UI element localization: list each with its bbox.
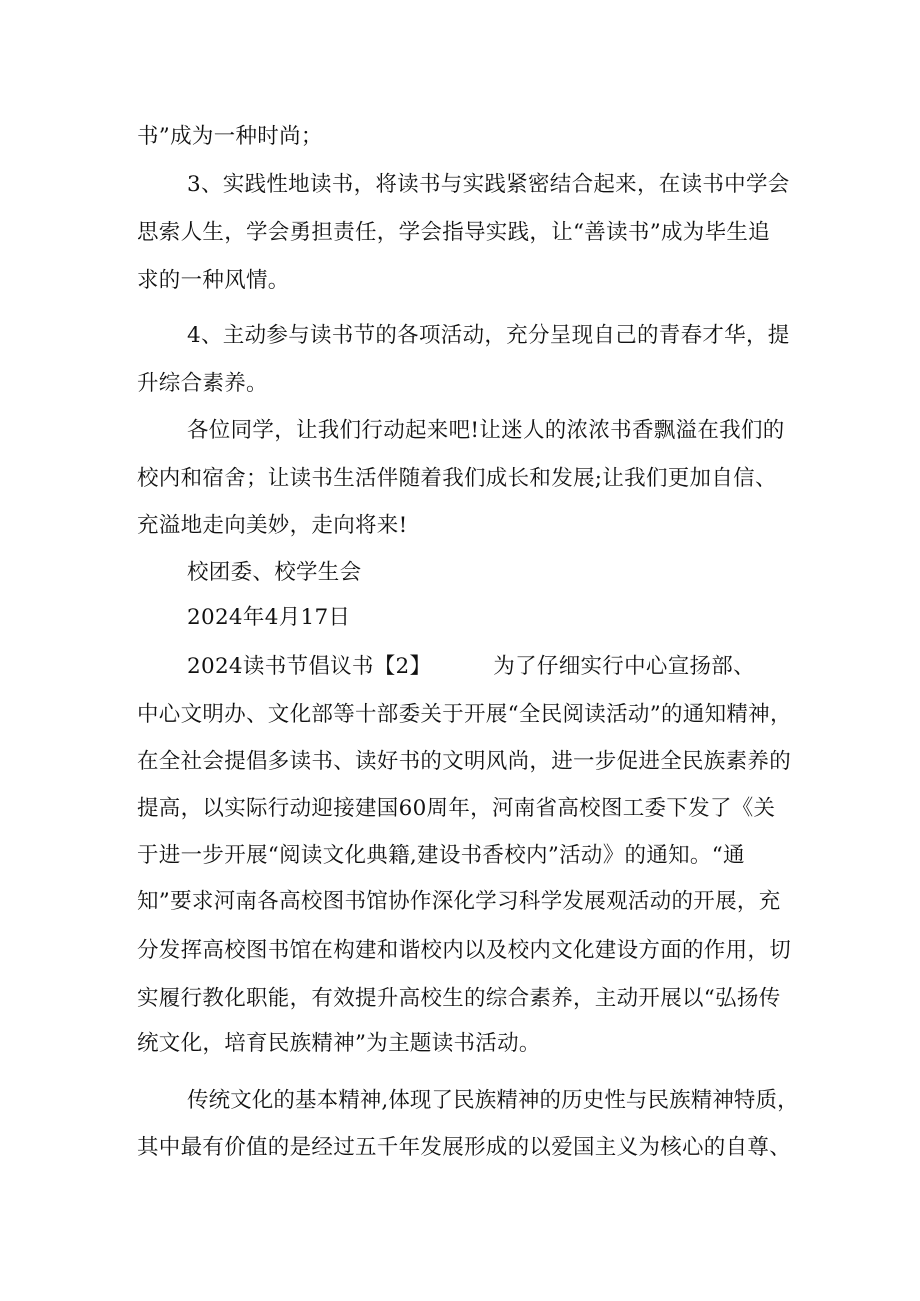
text-line: 分发挥高校图书馆在构建和谐校内以及校内文化建设方面的作用，切 (137, 938, 792, 963)
text-line: 传统文化的基本精神,体现了民族精神的历史性与民族精神特质， (187, 1088, 799, 1113)
text-line: 书”成为一种时尚； (137, 124, 323, 149)
text-line: 于进一步开展“阅读文化典籍,建设书香校内”活动》的通知。“通 (137, 843, 745, 868)
text-line: 4、主动参与读书节的各项活动，充分呈现自己的青春才华，提 (187, 323, 790, 348)
text-line: 在全社会提倡多读书、读好书的文明风尚，进一步促进全民族素养的 (137, 749, 792, 774)
text-line: 思索人生，学会勇担责任，学会指导实践，让“善读书”成为毕生追 (137, 220, 770, 245)
text-line: 充溢地走向美妙，走向将来! (137, 513, 408, 538)
text-line: 校内和宿舍；让读书生活伴随着我们成长和发展;让我们更加自信、 (137, 466, 777, 491)
text-line: 其中最有价值的是经过五千年发展形成的以爱国主义为核心的自尊、 (137, 1135, 792, 1160)
text-line: 升综合素养。 (137, 371, 268, 396)
section-intro: 为了仔细实行中心宣扬部、 (493, 654, 755, 679)
section-heading-line (187, 647, 920, 687)
text-line: 知”要求河南各高校图书馆协作深化学习科学发展观活动的开展，充 (137, 889, 781, 914)
text-line: 3、实践性地读书，将读书与实践紧密结合起来，在读书中学会 (187, 172, 790, 197)
text-line: 实履行教化职能，有效提升高校生的综合素养，主动开展以“弘扬传 (137, 986, 781, 1011)
text-line: 各位同学，让我们行动起来吧!让迷人的浓浓书香飘溢在我们的 (187, 418, 785, 443)
section-heading: 2024读书节倡议书【2】 (187, 654, 432, 679)
text-line: 求的一种风情。 (137, 268, 290, 293)
signature-line: 校团委、校学生会 (187, 560, 362, 585)
text-line: 统文化，培育民族精神”为主题读书活动。 (137, 1031, 541, 1056)
text-line: 提高，以实际行动迎接建国60周年，河南省高校图工委下发了《关 (137, 796, 776, 821)
text-line: 中心文明办、文化部等十部委关于开展“全民阅读活动”的通知精神， (137, 702, 792, 727)
date-line: 2024年4月17日 (187, 605, 351, 630)
